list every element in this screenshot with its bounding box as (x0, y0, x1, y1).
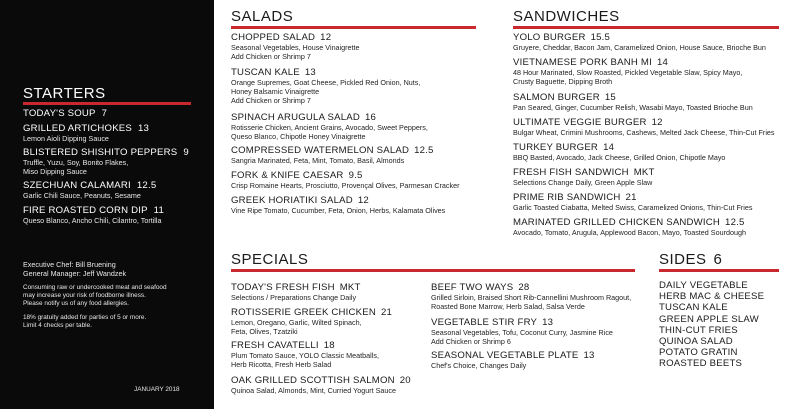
salads-heading: SALADS (231, 8, 294, 25)
item-desc: Seasonal Vegetables, House Vinaigrette (231, 43, 360, 52)
sandwich-item (513, 217, 746, 237)
special-item (231, 307, 392, 336)
item-desc: Bulgar Wheat, Crimini Mushrooms, Cashews, Melted Jack Cheese, Thin-Cut Fries (513, 128, 775, 137)
item-name: TURKEY BURGER (513, 142, 599, 153)
salad-item (231, 112, 428, 141)
item-desc: Vine Ripe Tomato, Cucumber, Feta, Onion, Herbs, Kalamata Olives (231, 206, 446, 215)
item-name: SEASONAL VEGETABLE PLATE (431, 350, 579, 361)
sandwich-item (513, 167, 655, 187)
notice-line: may increase your risk of foodborne illness. (23, 292, 146, 299)
starter-item (23, 147, 189, 176)
salad-item (231, 145, 434, 165)
starters-heading: STARTERS (23, 85, 106, 102)
sandwich-item (513, 32, 766, 52)
item-price: 16 (364, 112, 377, 123)
sandwich-item (513, 92, 753, 112)
item-desc: Chef's Choice, Changes Daily (431, 361, 527, 370)
item-desc: 48 Hour Marinated, Slow Roasted, Pickled Vegetable Slaw, Spicy Mayo, (513, 68, 743, 77)
item-desc: Queso Blanco, Ancho Chili, Cilantro, Tortilla (23, 216, 162, 225)
sandwich-item (513, 192, 752, 212)
item-name: TODAY'S SOUP (23, 108, 96, 119)
item-desc: Honey Balsamic Vinaigrette (231, 87, 320, 96)
item-price: MKT (633, 167, 655, 178)
item-desc: Add Chicken or Shrimp 7 (231, 96, 311, 105)
notice-line: Please notify us of any food allergies. (23, 300, 129, 307)
starter-item (23, 205, 164, 225)
salad-item (231, 170, 459, 190)
item-desc: Lemon Aioli Dipping Sauce (23, 134, 109, 143)
item-price: 14 (603, 142, 615, 153)
sandwiches-rule (513, 26, 779, 29)
item-price: 13 (542, 317, 554, 328)
item-name: BLISTERED SHISHITO PEPPERS (23, 147, 178, 158)
notice-line: Limit 4 checks per table. (23, 322, 92, 329)
special-item (231, 375, 411, 395)
special-item (431, 317, 613, 346)
sides-price: 6 (713, 251, 723, 268)
item-name: GREEK HORIATIKI SALAD (231, 195, 353, 206)
item-price: 13 (304, 67, 316, 78)
side-item: DAILY VEGETABLE (659, 280, 748, 291)
item-desc: Roasted Bone Marrow, Herb Salad, Salsa Verde (431, 302, 585, 311)
salads-rule (231, 26, 476, 29)
general-manager: General Manager: Jeff Wandzek (23, 269, 127, 278)
salad-item (231, 32, 360, 61)
item-name: OAK GRILLED SCOTTISH SALMON (231, 375, 395, 386)
item-desc: Crisp Romaine Hearts, Prosciutto, Provençal Olives, Parmesan Cracker (231, 181, 460, 190)
sandwich-item (513, 142, 725, 162)
sides-list (659, 280, 764, 370)
item-desc: Garlic Chili Sauce, Peanuts, Sesame (23, 191, 141, 200)
sides-heading (659, 252, 722, 267)
sides-rule (659, 269, 779, 272)
item-desc: Queso Blanco, Chipotle Honey Vinaigrette (231, 132, 366, 141)
item-name: SALMON BURGER (513, 92, 600, 103)
item-desc: Add Chicken or Shrimp 7 (231, 52, 311, 61)
item-price: 21 (381, 307, 393, 318)
item-name: VEGETABLE STIR FRY (431, 317, 538, 328)
item-price: 11 (153, 205, 165, 216)
side-item: TUSCAN KALE (659, 302, 728, 314)
item-name: VIETNAMESE PORK BANH MI (513, 57, 652, 68)
item-desc: Garlic Toasted Ciabatta, Melted Swiss, Caramelized Onions, Thin-Cut Fries (513, 203, 753, 212)
salad-item (231, 195, 445, 215)
sandwich-item (513, 117, 775, 137)
item-desc: Sangria Marinated, Feta, Mint, Tomato, Basil, Almonds (231, 156, 405, 165)
item-name: SZECHUAN CALAMARI (23, 180, 131, 191)
item-price: 18 (323, 340, 335, 351)
item-price: 20 (399, 375, 411, 386)
item-desc: Feta, Olives, Tzatziki (231, 327, 298, 336)
item-name: PRIME RIB SANDWICH (513, 192, 621, 203)
side-item: THIN-CUT FRIES (659, 324, 738, 336)
starters-rule (23, 102, 191, 105)
item-name: YOLO BURGER (513, 32, 586, 43)
item-name: SPINACH ARUGULA SALAD (231, 112, 360, 123)
item-desc: Quinoa Salad, Almonds, Mint, Curried Yogurt Sauce (231, 386, 397, 395)
item-name: MARINATED GRILLED CHICKEN SANDWICH (513, 217, 721, 228)
item-price: 12 (651, 117, 663, 128)
item-name: TUSCAN KALE (231, 67, 300, 78)
item-name: BEEF TWO WAYS (431, 282, 514, 293)
item-desc: Rotisserie Chicken, Ancient Grains, Avocado, Sweet Peppers, (231, 123, 428, 132)
item-price: 21 (625, 192, 637, 203)
gratuity-notice (23, 314, 146, 330)
item-name: ULTIMATE VEGGIE BURGER (513, 117, 647, 128)
special-item (431, 282, 631, 311)
item-desc: BBQ Basted, Avocado, Jack Cheese, Grilled Onion, Chipotle Mayo (513, 153, 726, 162)
item-desc: Crusty Baguette, Dipping Broth (513, 77, 613, 86)
starters-panel (0, 0, 214, 409)
executive-chef: Executive Chef: Bill Bruening (23, 260, 116, 269)
item-desc: Plum Tomato Sauce, YOLO Classic Meatballs, (231, 351, 379, 360)
item-price: 7 (101, 108, 108, 119)
item-price: 12 (357, 195, 369, 206)
item-desc: Truffle, Yuzu, Soy, Bonito Flakes, (23, 158, 129, 167)
item-price: 13 (138, 123, 150, 134)
item-price: 15 (604, 92, 616, 103)
item-name: CHOPPED SALAD (231, 32, 316, 43)
side-item: ROASTED BEETS (659, 358, 743, 370)
item-name: COMPRESSED WATERMELON SALAD (231, 145, 410, 156)
item-price: 28 (518, 282, 530, 293)
item-price: 9 (183, 147, 189, 158)
special-item (231, 340, 379, 369)
item-price: 12.5 (725, 217, 745, 228)
side-item: QUINOA SALAD (659, 336, 733, 348)
item-name: FORK & KNIFE CAESAR (231, 170, 344, 181)
item-name: FIRE ROASTED CORN DIP (23, 205, 148, 216)
item-desc: Pan Seared, Ginger, Cucumber Relish, Wasabi Mayo, Toasted Brioche Bun (513, 103, 753, 112)
item-name: FRESH FISH SANDWICH (513, 167, 629, 178)
item-price: 14 (656, 57, 669, 68)
menu-date: JANUARY 2018 (134, 386, 180, 393)
sandwiches-heading: SANDWICHES (513, 8, 620, 25)
side-item: GREEN APPLE SLAW (659, 313, 759, 325)
notice-line: Consuming raw or undercooked meat and seafood (23, 284, 167, 291)
sides-title: SIDES (659, 251, 707, 268)
starter-item (23, 180, 156, 200)
item-desc: Gruyere, Cheddar, Bacon Jam, Caramelized Onion, House Sauce, Brioche Bun (513, 43, 766, 52)
special-item (231, 282, 361, 302)
item-desc: Seasonal Vegetables, Tofu, Coconut Curry, Jasmine Rice (431, 328, 613, 337)
item-desc: Orange Supremes, Goat Cheese, Pickled Red Onion, Nuts, (231, 78, 421, 87)
item-price: 15.5 (590, 32, 611, 43)
staff-credits (23, 260, 126, 278)
item-desc: Selections / Preparations Change Daily (231, 293, 357, 302)
salad-item (231, 67, 420, 105)
item-name: ROTISSERIE GREEK CHICKEN (231, 307, 377, 318)
starter-item (23, 123, 149, 143)
item-price: 12 (320, 32, 332, 43)
item-price: MKT (339, 282, 361, 293)
item-desc: Add Chicken or Shrimp 6 (431, 337, 511, 346)
item-desc: Herb Ricotta, Fresh Herb Salad (231, 360, 332, 369)
starter-item (23, 108, 107, 119)
item-desc: Grilled Sirloin, Braised Short Rib-Cannellini Mushroom Ragout, (431, 293, 632, 302)
item-desc: Selections Change Daily, Green Apple Slaw (513, 178, 653, 187)
item-desc: Miso Dipping Sauce (23, 167, 87, 176)
side-item: POTATO GRATIN (659, 347, 738, 359)
specials-rule (231, 269, 635, 272)
side-item: HERB MAC & CHEESE (659, 291, 765, 303)
item-name: FRESH CAVATELLI (231, 340, 319, 351)
item-desc: Lemon, Oregano, Garlic, Wilted Spinach, (231, 318, 362, 327)
item-price: 12.5 (414, 145, 434, 156)
item-desc: Avocado, Tomato, Arugula, Applewood Bacon, Mayo, Toasted Sourdough (513, 228, 746, 237)
notice-line: 18% gratuity added for parties of 5 or more. (23, 314, 147, 321)
special-item (431, 350, 595, 370)
consumption-notice (23, 284, 167, 308)
specials-heading: SPECIALS (231, 251, 309, 268)
sandwich-item (513, 57, 742, 86)
item-price: 9.5 (348, 170, 363, 181)
item-price: 13 (583, 350, 595, 361)
item-name: GRILLED ARTICHOKES (23, 123, 132, 134)
item-price: 12.5 (136, 180, 157, 191)
item-name: TODAY'S FRESH FISH (231, 282, 335, 293)
